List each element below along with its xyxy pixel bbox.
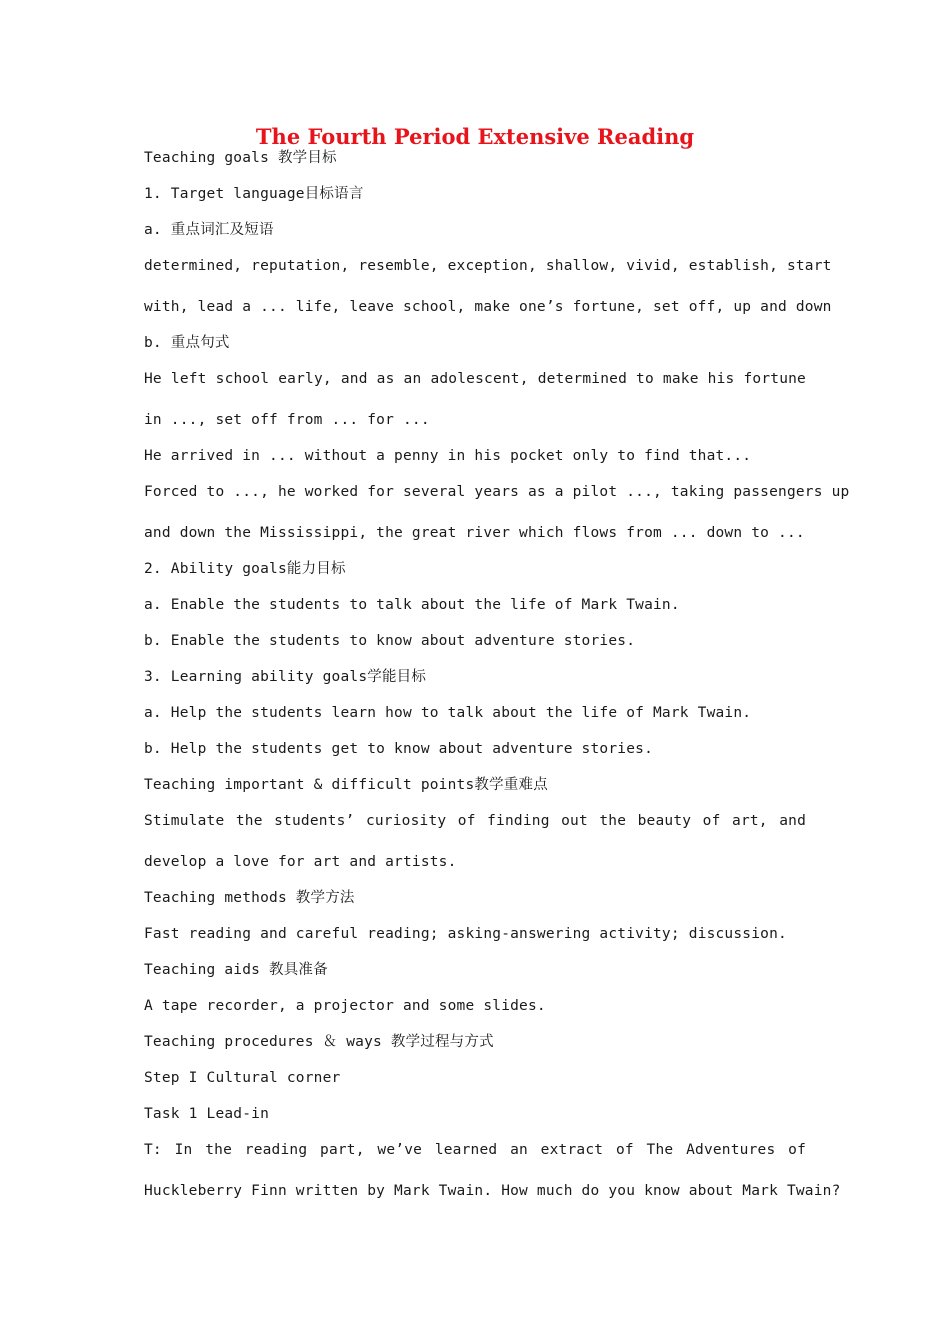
- sentence-2: He arrived in ... without a penny in his pocket only to find that...: [144, 448, 752, 464]
- points-paragraph: [144, 811, 806, 872]
- heading-teaching-methods: Teaching methods 教学方法: [144, 890, 355, 906]
- task-1-heading: Task 1 Lead-in: [144, 1106, 270, 1122]
- points-line-1: Stimulate the students’ curiosity of finding out the beauty of art, and: [144, 813, 806, 829]
- vocab-line-1: determined, reputation, resemble, exception, shallow, vivid, establish, start: [144, 258, 832, 274]
- ability-goal-b: b. Enable the students to know about adventure stories.: [144, 633, 636, 649]
- sentence-3-paragraph: [144, 482, 850, 543]
- heading-learning-goals: 3. Learning ability goals学能目标: [144, 669, 427, 685]
- document-title: The Fourth Period Extensive Reading: [255, 124, 695, 149]
- sentence-1-line-2: in ..., set off from ... for ...: [144, 412, 430, 428]
- document-body: [144, 148, 850, 1217]
- heading-key-vocab: a. 重点词汇及短语: [144, 222, 274, 238]
- heading-teaching-goals: Teaching goals 教学目标: [144, 150, 337, 166]
- teaching-methods-text: Fast reading and careful reading; asking-answering activity; discussion.: [144, 926, 787, 942]
- heading-ability-goals: 2. Ability goals能力目标: [144, 561, 346, 577]
- sentence-3-line-2: and down the Mississippi, the great river which flows from ... down to ...: [144, 525, 805, 541]
- sentence-3-line-1: Forced to ..., he worked for several years as a pilot ..., taking passengers up: [144, 484, 850, 500]
- heading-teaching-procedures: Teaching procedures ＆ ways 教学过程与方式: [144, 1034, 494, 1050]
- teacher-paragraph: [144, 1140, 841, 1201]
- vocab-line-2: with, lead a ... life, leave school, make one’s fortune, set off, up and down: [144, 299, 832, 315]
- heading-important-points: Teaching important & difficult points教学重难点: [144, 777, 548, 793]
- teaching-aids-text: A tape recorder, a projector and some slides.: [144, 998, 546, 1014]
- heading-target-language: 1. Target language目标语言: [144, 186, 364, 202]
- teacher-line-1: T: In the reading part, we’ve learned an extract of The Adventures of: [144, 1142, 806, 1158]
- points-line-2: develop a love for art and artists.: [144, 854, 457, 870]
- step-1-heading: Step I Cultural corner: [144, 1070, 341, 1086]
- heading-teaching-aids: Teaching aids 教具准备: [144, 962, 328, 978]
- sentence-1-line-1: He left school early, and as an adolescent, determined to make his fortune: [144, 371, 806, 387]
- learning-goal-b: b. Help the students get to know about adventure stories.: [144, 741, 653, 757]
- learning-goal-a: a. Help the students learn how to talk about the life of Mark Twain.: [144, 705, 752, 721]
- heading-key-sentences: b. 重点句式: [144, 335, 230, 351]
- teacher-line-2: Huckleberry Finn written by Mark Twain. How much do you know about Mark Twain?: [144, 1183, 841, 1199]
- sentence-1-paragraph: [144, 369, 806, 430]
- ability-goal-a: a. Enable the students to talk about the life of Mark Twain.: [144, 597, 680, 613]
- vocab-paragraph: [144, 256, 832, 317]
